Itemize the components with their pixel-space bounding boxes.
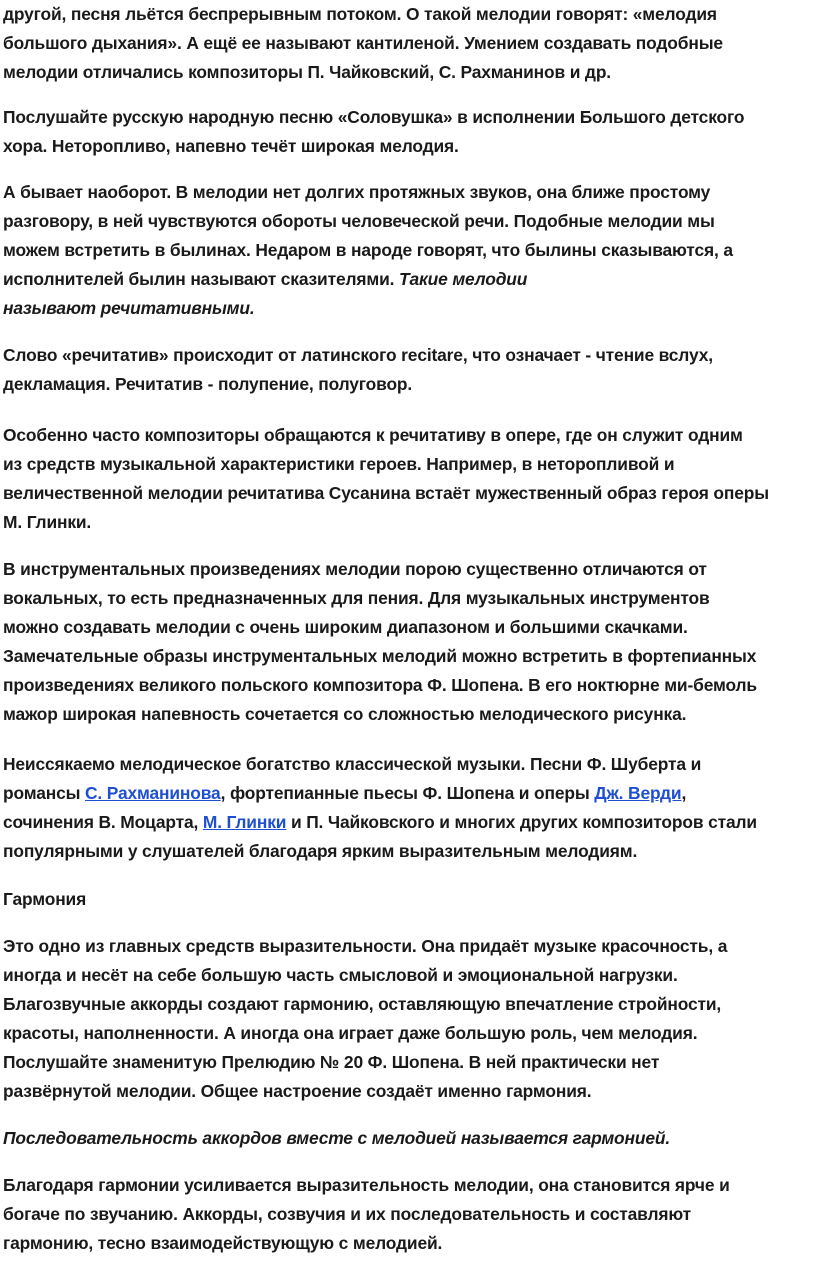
- paragraph-harmony-intro: [3, 932, 816, 1106]
- paragraph-harmony-effect: [3, 1171, 816, 1258]
- text-line: декламация. Речитатив - полупение, полуговор.: [3, 374, 413, 394]
- text-fragment: сочинения В. Моцарта,: [3, 812, 203, 832]
- text-line: Замечательные образы инструментальных мелодий можно встретить в фортепианных: [3, 646, 757, 666]
- section-heading-harmony: [3, 885, 816, 914]
- text-fragment: , фортепианные пьесы Ф. Шопена и оперы: [220, 783, 595, 803]
- italic-definition-line: называют речитативными.: [3, 298, 255, 318]
- paragraph-classical-melody: [3, 750, 816, 866]
- text-line: произведениях великого польского композитора Ф. Шопена. В его ноктюрне ми-бемоль: [3, 675, 757, 695]
- text-line: Послушайте знаменитую Прелюдию № 20 Ф. Шопена. В ней практически нет: [3, 1052, 660, 1072]
- text-line: другой, песня льётся беспрерывным потоком. О такой мелодии говорят: «мелодия: [3, 4, 717, 24]
- text-line: богаче по звучанию. Аккорды, созвучия и их последовательность и составляют: [3, 1204, 692, 1224]
- text-line: Слово «речитатив» происходит от латинского recitare, что означает - чтение вслух,: [3, 345, 713, 365]
- text-line: можем встретить в былинах. Недаром в народе говорят, что былины сказываются, а: [3, 240, 733, 260]
- italic-definition: Такие мелодии: [399, 269, 528, 289]
- harmony-definition: [3, 1124, 816, 1153]
- text-line: Благодаря гармонии усиливается выразительность мелодии, она становится ярче и: [3, 1175, 730, 1195]
- text-fragment: романсы: [3, 783, 85, 803]
- paragraph-solovushka: [3, 103, 816, 161]
- italic-definition-line: Последовательность аккордов вместе с мелодией называется гармонией.: [3, 1128, 671, 1148]
- link-verdi[interactable]: Дж. Верди: [594, 783, 682, 803]
- text-line: Неиссякаемо мелодическое богатство классической музыки. Песни Ф. Шуберта и: [3, 754, 702, 774]
- text-line: Это одно из главных средств выразительности. Она придаёт музыке красочность, а: [3, 936, 728, 956]
- text-line: развёрнутой мелодии. Общее настроение создаёт именно гармония.: [3, 1081, 592, 1101]
- text-line: величественной мелодии речитатива Сусанина встаёт мужественный образ героя оперы: [3, 483, 769, 503]
- text-fragment: и П. Чайковского и многих других композиторов стали: [286, 812, 757, 832]
- paragraph-byliny: [3, 178, 816, 323]
- text-line: мелодии отличались композиторы П. Чайковский, С. Рахманинов и др.: [3, 62, 611, 82]
- paragraph-recitative-origin: [3, 341, 816, 399]
- text-fragment: исполнителей былин называют сказителями.: [3, 269, 399, 289]
- text-line: иногда и несёт на себе большую часть смысловой и эмоциональной нагрузки.: [3, 965, 678, 985]
- paragraph-instrumental: [3, 555, 816, 729]
- link-rachmaninov[interactable]: С. Рахманинова: [84, 783, 221, 803]
- text-line: можно создавать мелодии с очень широким диапазоном и большими скачками.: [3, 617, 688, 637]
- text-line: В инструментальных произведениях мелодии порою существенно отличаются от: [3, 559, 707, 579]
- text-line: Благозвучные аккорды создают гармонию, оставляющую впечатление стройности,: [3, 994, 722, 1014]
- text-line: популярными у слушателей благодаря ярким выразительным мелодиям.: [3, 841, 638, 861]
- link-glinka[interactable]: М. Глинки: [202, 812, 287, 832]
- text-line: большого дыхания». А ещё ее называют кантиленой. Умением создавать подобные: [3, 33, 723, 53]
- text-line: Послушайте русскую народную песню «Соловушка» в исполнении Большого детского: [3, 107, 745, 127]
- text-line: разговору, в ней чувствуются обороты человеческой речи. Подобные мелодии мы: [3, 211, 715, 231]
- text-line: мажор широкая напевность сочетается со сложностью мелодического рисунка.: [3, 704, 687, 724]
- text-line: красоты, наполненности. А иногда она играет даже большую роль, чем мелодия.: [3, 1023, 698, 1043]
- text-line: гармонию, тесно взаимодействующую с мелодией.: [3, 1233, 443, 1253]
- text-line: [3, 808, 816, 837]
- text-line: [3, 779, 816, 808]
- text-fragment: ,: [681, 783, 687, 803]
- text-line: хора. Неторопливо, напевно течёт широкая мелодия.: [3, 136, 459, 156]
- text-line: А бывает наоборот. В мелодии нет долгих протяжных звуков, она ближе простому: [3, 182, 711, 202]
- text-line: Особенно часто композиторы обращаются к речитативу в опере, где он служит одним: [3, 425, 743, 445]
- text-line: [3, 265, 816, 294]
- text-line: вокальных, то есть предназначенных для пения. Для музыкальных инструментов: [3, 588, 710, 608]
- text-line: М. Глинки.: [3, 512, 92, 532]
- paragraph-cantilena: [3, 0, 816, 87]
- paragraph-recitative-opera: [3, 421, 816, 537]
- heading-text: Гармония: [3, 889, 87, 909]
- text-line: из средств музыкальной характеристики героев. Например, в неторопливой и: [3, 454, 675, 474]
